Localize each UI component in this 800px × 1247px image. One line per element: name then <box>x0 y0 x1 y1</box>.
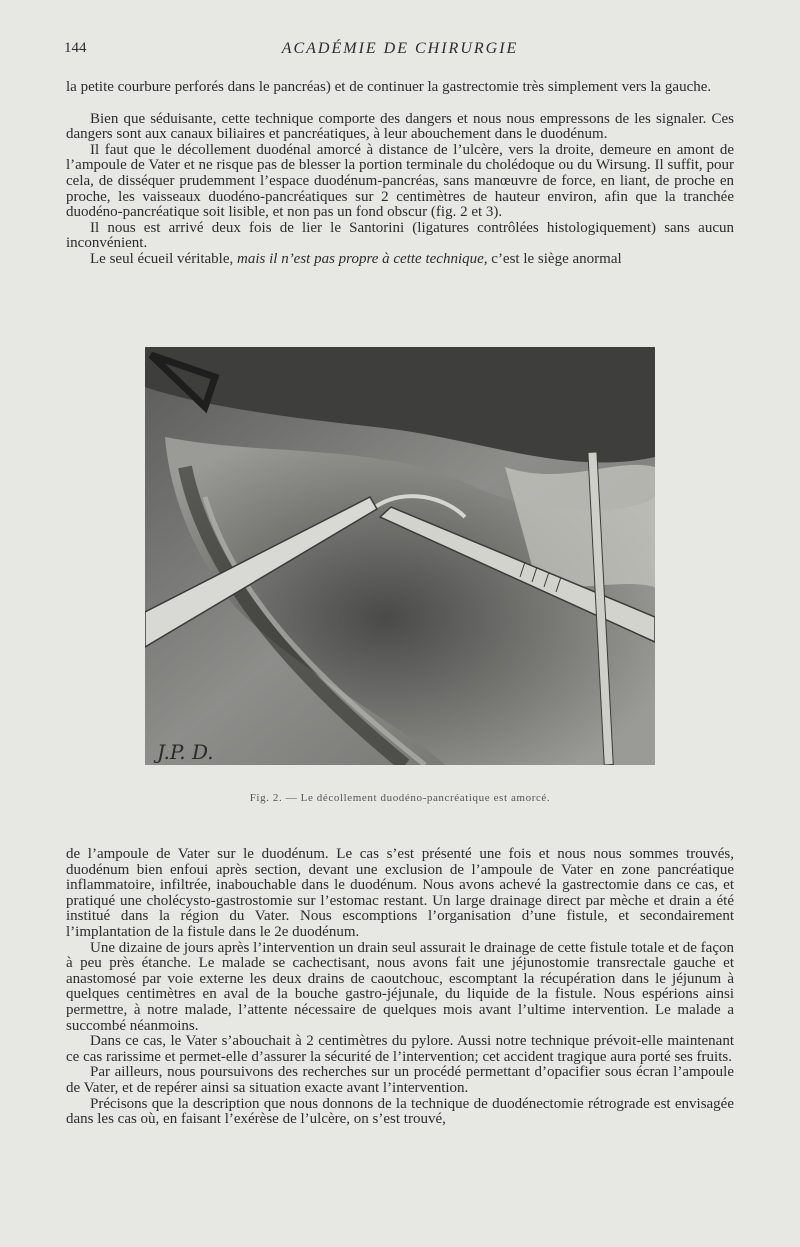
paragraph: Bien que séduisante, cette technique comporte des dangers et nous nous empressons de les signaler. Ces dangers sont aux canaux biliaires et pancréatiques, à leur abouchement dans le duodénum. <box>66 110 734 143</box>
paragraph: Il faut que le décollement duodénal amorcé à distance de l’ulcère, vers la droite, demeure en amont de l’ampoule de Vater et ne risque pas de blesser la portion terminale du cholédoque ou du Wirsung. Il suffit, pour cela, de disséquer prudemment l’espace duodénum-pancréas, sans manœuvre de force, en liant, de proche en proche, les vaisseaux duodéno-pancréatiques sur 2 centimètres de hauteur environ, afin que la tranchée duodéno-pancréatique soit lisible, et non pas un fond obscur (fig. 2 et 3). <box>66 141 734 221</box>
illustration-drawing <box>145 347 655 765</box>
bottom-text <box>66 847 734 1128</box>
page-header <box>64 40 736 60</box>
paragraph: Dans ce cas, le Vater s’abouchait à 2 centimètres du pylore. Aussi notre technique prévoit-elle maintenant ce cas rarissime et permet-elle d’assurer la sécurité de l’intervention; cet accident tragique aura porté ses fruits. <box>66 1033 734 1065</box>
paragraph: la petite courbure perforés dans le pancréas) et de continuer la gastrectomie très simplement vers la gauche. <box>66 79 712 95</box>
italic-phrase: mais il n’est pas propre à cette technique, <box>237 250 488 267</box>
paragraph: Une dizaine de jours après l’intervention un drain seul assurait le drainage de cette fistule totale et de façon à peu près étanche. Le malade se cachectisant, nous avons fait une jéjunostomie transrectale gauche et anastomosé par voie externe les deux drains de caoutchouc, escomptant la récupération dans le jéjunum à quelques centimètres en aval de la bouche gastro-jéjunale, du liquide de la fistule. Nous espérions ainsi permettre, à notre malade, l’attente nécessaire de quelques mois avant l’ultime intervention. Le malade a succombé néanmoins. <box>66 939 734 1034</box>
figure-caption: Fig. 2. — Le décollement duodéno-pancréatique est amorcé. <box>249 792 551 804</box>
top-text <box>66 80 734 268</box>
surgical-illustration <box>145 347 655 765</box>
illustrator-signature: J.P. D. <box>157 740 214 764</box>
journal-title: ACADÉMIE DE CHIRURGIE <box>281 40 519 57</box>
paragraph: Précisons que la description que nous donnons de la technique de duodénectomie rétrograde est envisagée dans les cas où, en faisant l’exérèse de l’ulcère, on s’est trouvé, <box>66 1095 734 1128</box>
paragraph: Par ailleurs, nous poursuivons des recherches sur un procédé permettant d’opacifier sous écran l’ampoule de Vater, et de repérer ainsi sa situation exacte avant l’intervention. <box>66 1064 734 1096</box>
page-number: 144 <box>64 40 87 56</box>
paragraph-continued: Le seul écueil véritable, mais il n’est pas propre à cette technique, c’est le siège anormal <box>90 250 622 267</box>
paragraph: de l’ampoule de Vater sur le duodénum. Le cas s’est présenté une fois et nous nous sommes trouvés, duodénum bien enfoui après section, devant une exclusion de l’ampoule de Vater en zone pancréatique inflammatoire, infiltrée, inabouchable dans le duodénum. Nous avons achevé la gastrectomie dans ce cas, et pratiqué une cholécysto-gastrostomie sur l’estomac restant. Un large drainage direct par mèche et drain a été institué dans la région du Vater. Nous escomptions l’organisation d’une fistule, et secondairement l’implantation de la fistule dans le 2e duodénum. <box>66 846 734 940</box>
paragraph: Il nous est arrivé deux fois de lier le Santorini (ligatures contrôlées histologiquement) sans aucun inconvénient. <box>66 219 734 252</box>
